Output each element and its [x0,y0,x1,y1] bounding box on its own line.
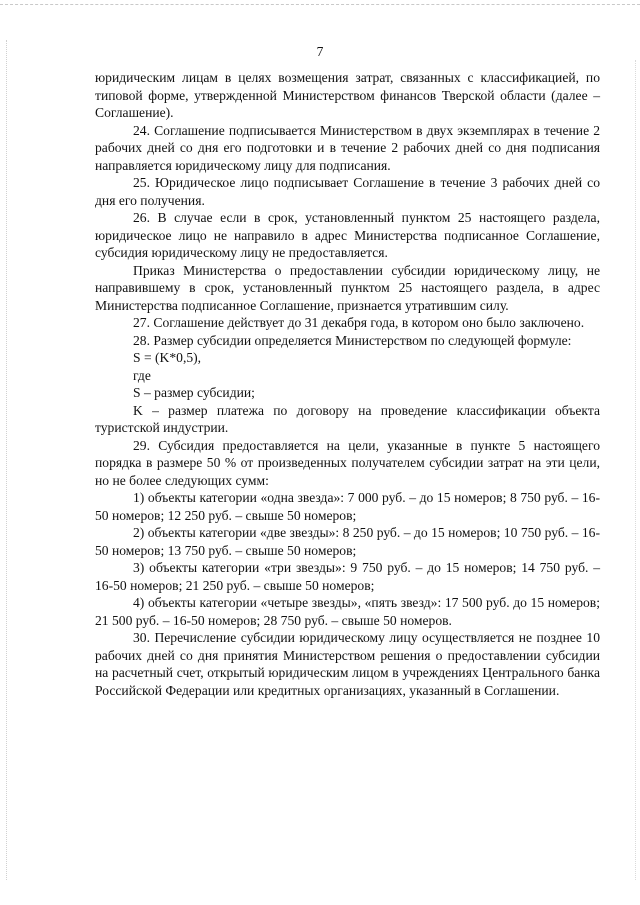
list-item-four-five-stars: 4) объекты категории «четыре звезды», «пять звезд»: 17 500 руб. до 15 номеров; 21 500 руб. – 16-50 номеров; 28 750 руб. – свыше 50 номеров. [95,595,600,628]
paragraph-continuation: юридическим лицам в целях возмещения затрат, связанных с классификацией, по типовой форме, утвержденной Министерством финансов Тверской области (далее – Соглашение). [95,70,600,120]
paragraph-25: 25. Юридическое лицо подписывает Соглашение в течение 3 рабочих дней со дня его получения. [95,175,600,208]
document-body [95,69,600,699]
paragraph-26: 26. В случае если в срок, установленный пунктом 25 настоящего раздела, юридическое лицо не направило в адрес Министерства подписанное Соглашение, субсидия юридическому лицу не предоставляется. [95,210,600,260]
list-item-one-star: 1) объекты категории «одна звезда»: 7 000 руб. – до 15 номеров; 8 750 руб. – 16-50 номеров; 12 250 руб. – свыше 50 номеров; [95,490,600,523]
formula-s-definition: S – размер субсидии; [133,385,255,400]
paragraph-30: 30. Перечисление субсидии юридическому лицу осуществляется не позднее 10 рабочих дней со дня принятия Министерством решения о предоставлении субсидии на расчетный счет, открытый юридическим лицом в учреждениях Центрального банка Российской Федерации или кредитных организациях, указанный в Соглашении. [95,630,600,698]
formula-k-definition: K – размер платежа по договору на проведение классификации объекта туристской индустрии. [95,402,600,435]
list-item-three-stars: 3) объекты категории «три звезды»: 9 750 руб. – до 15 номеров; 14 750 руб. – 16-50 номеров; 21 250 руб. – свыше 50 номеров; [95,560,600,593]
paragraph-24: 24. Соглашение подписывается Министерством в двух экземплярах в течение 2 рабочих дней со дня его подготовки и в течение 2 рабочих дней со дня подписания направляется юридическому лицу для подписания. [95,122,600,173]
paragraph-27: 27. Соглашение действует до 31 декабря года, в котором оно было заключено. [133,315,585,330]
paragraph-29: 29. Субсидия предоставляется на цели, указанные в пункте 5 настоящего порядка в размере 50 % от произведенных получателем субсидии затрат на эти цели, но не более следующих сумм: [95,437,600,488]
scan-edge-right [635,60,636,880]
list-item-two-stars: 2) объекты категории «две звезды»: 8 250 руб. – до 15 номеров; 10 750 руб. – 16-50 номеров; 13 750 руб. – свыше 50 номеров; [95,525,600,558]
scan-edge-top [0,4,640,5]
formula: S = (K*0,5), [133,350,202,365]
paragraph-26-order: Приказ Министерства о предоставлении субсидии юридическому лицу, не направившему в срок, установленный пунктом 25 настоящего раздела, в адрес Министерства подписанное Соглашение, признается утратившим силу. [95,262,600,313]
scan-edge-left [6,40,7,880]
paragraph-28: 28. Размер субсидии определяется Министерством по следующей формуле: [133,332,572,348]
formula-where: где [133,367,151,383]
page-number: 7 [316,44,324,59]
